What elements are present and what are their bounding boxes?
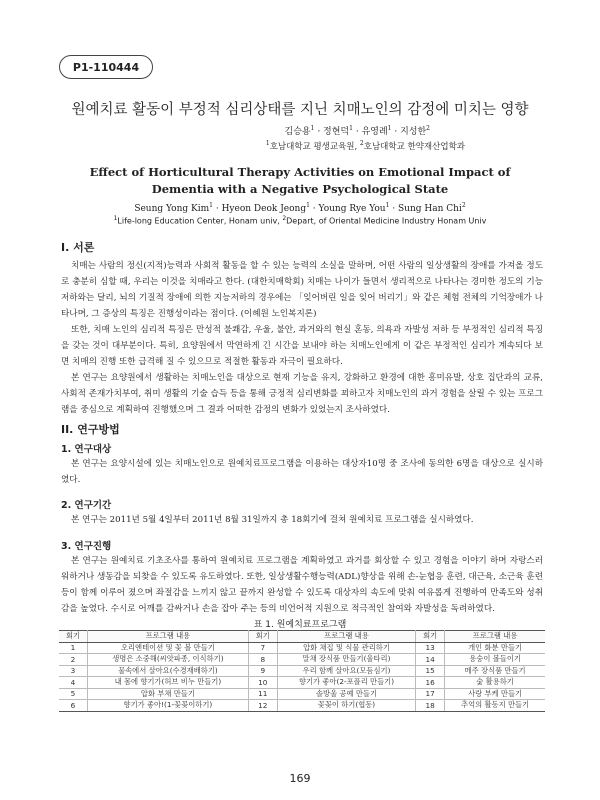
- program-table: [59, 630, 545, 712]
- author-name: 지성한: [400, 127, 427, 137]
- program-content-cell: 솔방울 공예 만들기: [277, 688, 415, 700]
- session-number-cell: 13: [416, 642, 445, 654]
- session-number-cell: 3: [59, 665, 88, 677]
- session-number-cell: 11: [248, 688, 277, 700]
- program-content-cell: 용숭이 볼들이기: [445, 654, 545, 666]
- session-number-cell: 9: [248, 665, 277, 677]
- table-row: [59, 677, 545, 689]
- session-number-cell: 16: [416, 677, 445, 689]
- program-content-cell: 숯 활용하기: [445, 677, 545, 689]
- table-row: [59, 642, 545, 654]
- program-content-cell: 우리 함께 살아요(모듬심기): [277, 665, 415, 677]
- paragraph: 치매는 사람의 정신(지적)능력과 사회적 활동을 할 수 있는 능력의 소실을 말하며, 어떤 사람의 일상생활의 장애를 가져올 정도로 충분히 심할 때, 우리는 이것을 치매라고 한다. (대한치매학회) 치매는 나이가 들면서 생리적으로 나타나는 경미한 정도의 기능저하와는 달리, 뇌의 기질적 장애에 의한 지능저하의 경우에는 「잊어버린 일을 잊어 버리기」와 같은 체험 전체의 기억장애가 나타나며, 그 증상의 특징은 진행성이라는 점이다. (이혜원 노인복지론): [61, 261, 543, 319]
- title-english: [0, 164, 600, 198]
- table-row: [59, 654, 545, 666]
- program-content-cell: 향기가 좋아!(1-꽃꽂이하기): [88, 700, 249, 712]
- program-content-cell: 생명은 소중해(씨앗파종, 이식하기): [88, 654, 249, 666]
- author-name: 유영례: [361, 127, 388, 137]
- paragraph: 본 연구는 원예치료 기초조사를 통하여 원예치료 프로그램을 계획하였고 과거를 회상할 수 있고 경험을 이야기 하며 자랑스러워하거나 생동감을 되찾을 수 있도록 유도하였다. 또한, 일상생활수행능력(ADL)향상을 위해 손-눈협응 훈련, 대근육, 소근육 훈련 등이 함께 이루어 졌으며 좌절감을 느끼지 않고 끝까지 완성할 수 있도록 대상자의 속도에 맞춰 여유롭게 진행하여 만족도와 성취감을 높였다. 수시로 어깨를 감싸거나 손을 잡아 주는 등의 비언어적 지원으로 적극적인 참여와 자발성을 독려하였다.: [61, 556, 543, 614]
- table-row: [59, 688, 545, 700]
- author-name: Young Rye You: [318, 204, 386, 214]
- table-header-row: [59, 631, 545, 643]
- table-row: [59, 700, 545, 712]
- paragraph: 본 연구는 요양원에서 생활하는 치매노인을 대상으로 현재 기능을 유지, 강화하고 환경에 대한 흥미유발, 상호 집단과의 교류, 사회적 존재가치부여, 취미 생활의 기술 습득 등을 통해 긍정적 심리변화를 꾀하고자 치매노인의 과거 경험을 살릴 수 있는 프로그램을 중심으로 계획하여 진행했으며 그 결과 어떠한 감정의 변화가 있었는지 조사하였다.: [61, 373, 543, 415]
- authors-english: Seung Yong Kim$^1$ · Hyeon Deok Jeong$^1$ · Young Rye You$^1$ · Sung Han Chi$^2$: [134, 202, 466, 214]
- affil-text: 호남대학교 평생교육원,: [269, 142, 360, 152]
- affil-sup: 2: [282, 215, 287, 222]
- session-number-cell: 1: [59, 642, 88, 654]
- session-number-cell: 2: [59, 654, 88, 666]
- session-number-cell: 14: [416, 654, 445, 666]
- section-heading-introduction: I. 서론: [61, 241, 95, 254]
- program-content-cell: 물속에서 살아요(수경재배하기): [88, 665, 249, 677]
- affiliation-korean: [266, 140, 465, 152]
- title-english-line2: Dementia with a Negative Psychological State: [151, 182, 449, 196]
- author-name: Seung Yong Kim: [134, 204, 210, 214]
- session-number-cell: 18: [416, 700, 445, 712]
- affil-sup: 2: [359, 140, 364, 148]
- program-content-cell: 개인 화분 만들기: [445, 642, 545, 654]
- paragraph: 본 연구는 2011년 5월 4일부터 2011년 8월 31일까지 총 18회기에 걸쳐 원예치료 프로그램을 실시하였다.: [71, 515, 474, 525]
- session-number-cell: 10: [248, 677, 277, 689]
- program-content-cell: 내 몸에 향기가(허브 비누 만들기): [88, 677, 249, 689]
- column-header: 프로그램 내용: [88, 631, 249, 643]
- table-caption: 표 1. 원예치료프로그램: [253, 620, 347, 630]
- program-content-cell: 말채 장식품 만들기(울타리): [277, 654, 415, 666]
- affil-sup: 1: [113, 215, 118, 222]
- program-content-cell: 압화 채집 및 식물 관리하기: [277, 642, 415, 654]
- authors-korean: 김승용$^1$ · 정현덕$^1$ · 유영례$^1$ · 지성한$^2$: [284, 125, 430, 137]
- program-content-cell: 꽃꽂이 하기(협동): [277, 700, 415, 712]
- subsection-heading: 2. 연구기간: [61, 500, 112, 511]
- author-affil-sup: 2: [426, 125, 430, 132]
- author-affil-sup: 1: [349, 125, 353, 132]
- author-affil-sup: 1: [385, 202, 390, 209]
- affil-text: 호남대학교 한약재산업학과: [363, 142, 465, 152]
- author-name: Hyeon Deok Jeong: [221, 204, 307, 214]
- author-affil-sup: 1: [306, 202, 310, 209]
- program-content-cell: 압화 부채 만들기: [88, 688, 249, 700]
- column-header: 프로그램 내용: [445, 631, 545, 643]
- author-affil-sup: 1: [209, 202, 213, 209]
- title-english-line1: Effect of Horticultural Therapy Activities on Emotional Impact of: [89, 165, 511, 179]
- program-content-cell: 추억의 활동지 만들기: [445, 700, 545, 712]
- author-name: 김승용: [284, 127, 311, 137]
- column-header: 회기: [416, 631, 445, 643]
- column-header: 프로그램 내용: [277, 631, 415, 643]
- table-row: [59, 665, 545, 677]
- program-content-cell: 향기가 좋아(2-포플리 만들기): [277, 677, 415, 689]
- program-content-cell: 오리엔테이션 및 꽃 볼 만들기: [88, 642, 249, 654]
- session-number-cell: 17: [416, 688, 445, 700]
- title-korean: 원예치료 활동이 부정적 심리상태를 지닌 치매노인의 감정에 미치는 영향: [71, 102, 529, 118]
- section-heading-methods: II. 연구방법: [61, 423, 120, 436]
- affiliation-english: [0, 215, 600, 226]
- session-number-cell: 4: [59, 677, 88, 689]
- subsection-heading: 1. 연구대상: [61, 444, 112, 455]
- author-affil-sup: 1: [310, 125, 315, 132]
- session-number-cell: 12: [248, 700, 277, 712]
- author-name: 정현덕: [323, 127, 350, 137]
- paragraph: 또한, 치매 노인의 심리적 특징은 만성적 불쾌감, 우울, 불안, 과거와의 현실 혼동, 의욕과 자발성 저하 등 부정적인 심리적 특징을 갖는 것이 대부분이다. 특히, 요양원에서 막연하게 긴 시간을 보내야 하는 치매노인에게 이 같은 부정적인 심리가 계속되다 보면 치매의 진행 또한 급격해 질 수 있으므로 적절한 활동과 자극이 필요하다.: [61, 325, 543, 367]
- author-name: Sung Han Chi: [398, 204, 462, 214]
- session-number-cell: 5: [59, 688, 88, 700]
- paper-id-badge: P1-110444: [59, 55, 153, 79]
- column-header: 회기: [59, 631, 88, 643]
- affil-text: Depart, of Oriental Medicine Industry Honam Univ: [286, 216, 487, 226]
- author-affil-sup: 2: [461, 202, 466, 209]
- paragraph: 본 연구는 요양시설에 있는 치매노인으로 원예치료프로그램을 이용하는 대상자10명 중 조사에 동의한 6명을 대상으로 실시하였다.: [61, 459, 543, 485]
- affil-sup: 1: [265, 140, 270, 148]
- session-number-cell: 6: [59, 700, 88, 712]
- program-content-cell: 사랑 부케 만들기: [445, 688, 545, 700]
- session-number-cell: 8: [248, 654, 277, 666]
- page-number: 169: [289, 772, 311, 785]
- affil-text: Life-long Education Center, Honam univ,: [117, 216, 283, 226]
- session-number-cell: 7: [248, 642, 277, 654]
- program-content-cell: 메주 장식품 만들기: [445, 665, 545, 677]
- author-affil-sup: 1: [387, 125, 392, 132]
- session-number-cell: 15: [416, 665, 445, 677]
- column-header: 회기: [248, 631, 277, 643]
- subsection-heading: 3. 연구진행: [61, 541, 112, 552]
